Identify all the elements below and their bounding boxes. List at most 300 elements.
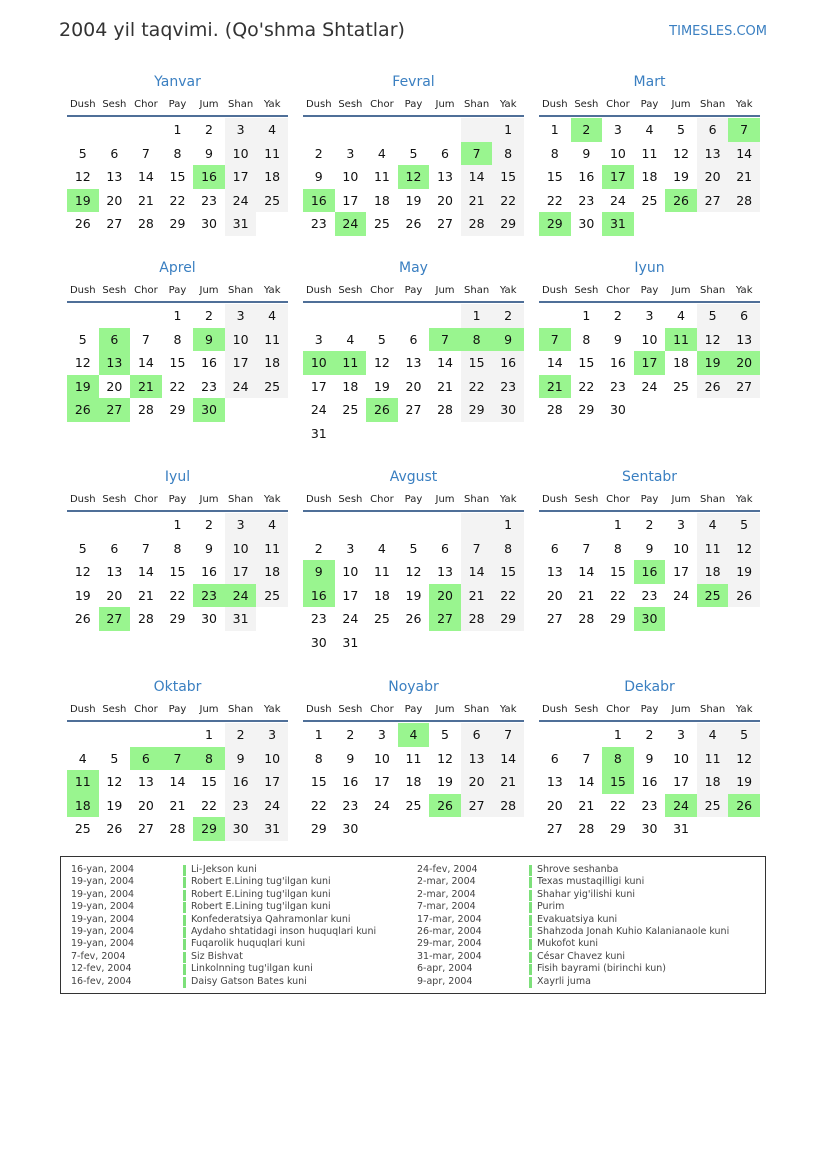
empty-cell [697,212,729,236]
weekday-label: Dush [305,99,332,110]
day-cell: 18 [256,351,288,375]
day-cell: 25 [256,584,288,608]
month-name: Dekabr [624,679,675,695]
day-cell: 2 [571,118,603,142]
day-cell: 17 [225,560,257,584]
day-cell: 12 [728,747,760,771]
day-cell: 13 [437,564,453,580]
weekday-label: Shan [464,285,490,296]
day-cell: 28 [137,402,154,418]
holiday-date: 19-yan, 2004 [71,888,135,900]
day-cell: 13 [106,169,123,185]
weekday-label: Shan [228,99,254,110]
day-cell: 2 [225,723,257,747]
day-grid [303,303,524,446]
day-cell: 16 [201,564,217,580]
day-cell: 28 [461,607,493,631]
day-cell: 6 [99,328,131,352]
weekday-label: Shan [700,99,726,110]
empty-cell [728,398,760,422]
month-calendar [67,466,288,631]
weekday-label: Pay [404,285,423,296]
day-cell: 20 [405,378,422,394]
month-name: Fevral [392,74,435,90]
day-cell: 12 [398,165,430,189]
brand-logo-link[interactable]: TIMESLES.COM [669,24,767,39]
weekday-label: Jum [671,99,691,110]
day-cell: 22 [201,797,217,813]
day-cell: 21 [137,192,154,208]
weekday-label: Shan [228,494,254,505]
day-grid [67,303,288,422]
day-cell: 5 [377,331,386,347]
day-cell: 3 [346,540,355,556]
empty-cell [162,723,194,747]
day-cell: 8 [173,540,182,556]
weekday-label: Sesh [338,285,363,296]
day-cell: 3 [645,308,654,323]
empty-cell [99,304,131,328]
day-cell: 11 [665,328,697,352]
day-cell: 19 [697,351,729,375]
empty-cell [634,398,666,422]
empty-cell [67,304,99,328]
weekday-header [303,488,524,512]
holiday-date: 31-mar, 2004 [417,950,482,962]
day-cell: 26 [728,794,760,818]
empty-cell [130,723,162,747]
holiday-name: Aydaho shtatidagi inson huquqlari kuni [191,925,377,937]
day-cell: 30 [492,398,524,422]
day-cell: 16 [303,584,335,608]
day-cell: 17 [602,165,634,189]
day-cell: 20 [697,165,729,189]
day-cell: 10 [342,564,359,580]
legend-row [417,963,729,975]
day-cell: 4 [78,750,87,766]
day-cell: 5 [697,304,729,328]
weekday-label: Yak [735,494,753,505]
day-cell: 27 [106,216,123,232]
month-calendar [67,257,288,422]
month-calendar [303,676,524,841]
empty-cell [539,513,571,537]
holiday-marker-icon [529,977,532,988]
day-cell: 18 [256,165,288,189]
weekday-label: Shan [228,704,254,715]
holiday-marker-icon [529,890,532,901]
holiday-marker-icon [183,902,186,913]
day-cell: 14 [546,355,563,371]
holiday-date: 26-mar, 2004 [417,925,482,937]
day-cell: 7 [162,747,194,771]
day-grid [539,117,760,236]
day-cell: 3 [677,727,685,742]
day-cell: 11 [373,564,390,580]
weekday-label: Pay [168,494,187,505]
day-cell: 2 [645,727,654,742]
day-cell: 15 [546,169,563,185]
day-cell: 11 [697,537,729,561]
day-cell: 26 [665,189,697,213]
day-cell: 26 [67,398,99,422]
weekday-header [303,93,524,117]
day-cell: 11 [256,328,288,352]
weekday-label: Chor [370,285,394,296]
day-cell: 15 [492,560,524,584]
weekday-header [539,93,760,117]
day-cell: 18 [373,192,390,208]
day-cell: 30 [193,398,225,422]
day-cell: 3 [225,118,257,142]
empty-cell [335,304,367,328]
legend-row [417,951,729,963]
day-cell: 22 [461,375,493,399]
day-cell: 9 [346,750,355,766]
day-cell: 29 [461,398,493,422]
weekday-header [67,279,288,303]
empty-cell [697,607,729,631]
day-cell: 11 [373,169,390,185]
holiday-marker-icon [183,952,186,963]
day-cell: 21 [492,770,524,794]
day-cell: 20 [137,797,154,813]
weekday-label: Jum [671,494,691,505]
day-cell: 20 [546,797,563,813]
day-cell: 22 [492,584,524,608]
weekday-label: Chor [370,704,394,715]
day-cell: 20 [106,192,123,208]
day-cell: 27 [429,607,461,631]
day-cell: 20 [437,192,453,208]
day-cell: 6 [550,540,559,556]
day-cell: 23 [492,375,524,399]
weekday-label: Shan [700,285,726,296]
day-cell: 13 [546,774,563,790]
day-cell: 4 [398,723,430,747]
holiday-name: Robert E.Lining tug'ilgan kuni [191,876,331,888]
day-cell: 7 [141,540,150,556]
weekday-label: Shan [700,704,726,715]
day-grid [303,512,524,655]
day-cell: 18 [342,378,359,394]
holiday-marker-icon [529,865,532,876]
empty-cell [99,723,131,747]
day-cell: 7 [141,145,150,161]
day-cell: 5 [677,122,685,137]
day-cell: 14 [137,169,154,185]
weekday-label: Yak [499,494,517,505]
day-cell: 11 [641,145,658,161]
empty-cell [335,118,367,142]
day-cell: 29 [169,216,186,232]
weekday-label: Jum [199,99,219,110]
empty-cell [256,398,288,422]
day-cell: 27 [437,216,453,232]
weekday-label: Sesh [102,285,127,296]
weekday-label: Jum [199,704,219,715]
day-cell: 24 [225,189,257,213]
day-cell: 19 [437,774,453,790]
weekday-header [67,93,288,117]
day-cell: 14 [137,564,154,580]
day-cell: 10 [342,169,359,185]
day-cell: 17 [342,587,359,603]
day-cell: 3 [314,331,323,347]
month-name: Oktabr [153,679,202,695]
holiday-date: 2-mar, 2004 [417,876,476,888]
day-grid [539,722,760,841]
day-grid [303,117,524,236]
day-cell: 23 [609,378,626,394]
day-cell: 10 [673,750,689,766]
holiday-name: Shrove seshanba [537,864,619,875]
day-cell: 23 [310,216,327,232]
holiday-name: Robert E.Lining tug'ilgan kuni [191,901,331,913]
day-cell: 16 [634,560,666,584]
day-cell: 1 [550,122,559,137]
day-cell: 21 [578,797,595,813]
day-cell: 23 [641,587,658,603]
day-cell: 13 [437,169,453,185]
day-cell: 24 [225,375,257,399]
day-cell: 22 [169,378,186,394]
day-cell: 30 [225,817,257,841]
day-cell: 19 [728,560,760,584]
empty-cell [697,817,729,841]
day-cell: 29 [310,821,327,837]
day-cell: 7 [582,540,591,556]
day-cell: 15 [310,774,327,790]
day-cell: 21 [137,587,154,603]
day-cell: 18 [67,794,99,818]
day-cell: 9 [645,540,654,556]
legend-row [417,938,729,950]
day-cell: 29 [578,402,595,418]
weekday-label: Chor [370,99,394,110]
empty-cell [366,304,398,328]
day-cell: 25 [697,584,729,608]
month-calendar [303,466,524,655]
empty-cell [492,631,524,655]
day-cell: 25 [74,821,91,837]
empty-cell [697,398,729,422]
weekday-label: Chor [606,494,630,505]
legend-row [71,938,376,950]
day-cell: 4 [697,513,729,537]
holiday-date: 16-yan, 2004 [71,864,135,875]
day-cell: 25 [256,375,288,399]
empty-cell [728,817,760,841]
day-cell: 15 [609,564,626,580]
day-cell: 22 [310,797,327,813]
day-cell: 8 [193,747,225,771]
holiday-date: 6-apr, 2004 [417,963,473,975]
day-cell: 13 [697,142,729,166]
day-cell: 16 [193,165,225,189]
day-cell: 31 [225,212,257,236]
day-cell: 4 [377,145,386,161]
day-cell: 4 [346,331,355,347]
holiday-date: 9-apr, 2004 [417,975,473,987]
day-cell: 20 [546,587,563,603]
day-grid [67,512,288,631]
day-cell: 10 [673,540,689,556]
day-cell: 9 [613,331,622,347]
day-cell: 25 [641,192,658,208]
day-cell: 18 [405,774,422,790]
weekday-label: Sesh [574,99,599,110]
weekday-label: Jum [671,285,691,296]
day-cell: 23 [201,192,217,208]
empty-cell [398,422,430,446]
legend-row [417,976,729,988]
day-cell: 8 [613,540,622,556]
day-cell: 24 [310,402,327,418]
day-cell: 8 [173,145,182,161]
day-cell: 12 [74,355,91,371]
empty-cell [492,422,524,446]
day-cell: 14 [461,560,493,584]
day-cell: 10 [256,747,288,771]
day-grid [303,722,524,841]
day-cell: 9 [205,145,213,161]
day-cell: 1 [582,308,591,323]
weekday-label: Pay [640,285,659,296]
day-cell: 9 [314,169,323,185]
day-cell: 15 [602,770,634,794]
day-cell: 1 [173,122,182,137]
day-cell: 15 [169,169,186,185]
day-cell: 29 [539,212,571,236]
day-cell: 4 [377,540,386,556]
weekday-label: Chor [606,99,630,110]
holiday-name: Linkolnning tug'ilgan kuni [191,963,313,975]
month-calendar [67,71,288,236]
day-cell: 12 [74,564,91,580]
day-cell: 28 [437,402,453,418]
empty-cell [366,422,398,446]
day-cell: 30 [609,402,626,418]
month-name: Iyun [634,260,665,276]
day-cell: 20 [106,378,123,394]
day-cell: 6 [441,145,449,161]
day-cell: 10 [609,145,626,161]
day-cell: 6 [130,747,162,771]
day-cell: 18 [256,560,288,584]
day-cell: 28 [137,216,154,232]
weekday-label: Dush [69,494,96,505]
holiday-date: 19-yan, 2004 [71,913,135,925]
weekday-label: Pay [640,99,659,110]
day-cell: 23 [641,797,658,813]
empty-cell [571,723,603,747]
day-cell: 2 [492,304,524,328]
day-cell: 14 [492,747,524,771]
empty-cell [429,422,461,446]
weekday-label: Dush [541,285,568,296]
empty-cell [429,817,461,841]
day-cell: 17 [673,774,689,790]
month-name: Avgust [389,469,438,485]
holiday-name: Fuqarolik huquqlari kuni [191,938,306,950]
day-cell: 15 [492,165,524,189]
day-cell: 8 [602,747,634,771]
holiday-date: 2-mar, 2004 [417,888,476,900]
day-cell: 13 [405,355,422,371]
day-cell: 5 [110,750,119,766]
day-cell: 19 [67,375,99,399]
day-cell: 9 [582,145,591,161]
day-cell: 5 [728,723,760,747]
day-cell: 29 [609,821,626,837]
weekday-label: Dush [541,99,568,110]
day-cell: 27 [137,821,154,837]
empty-cell [366,631,398,655]
day-cell: 20 [429,584,461,608]
day-cell: 28 [546,402,563,418]
day-cell: 7 [429,328,461,352]
day-cell: 1 [613,517,622,532]
empty-cell [303,118,335,142]
day-cell: 24 [335,212,367,236]
day-cell: 1 [492,513,524,537]
empty-cell [461,513,493,537]
day-cell: 22 [169,192,186,208]
day-cell: 30 [634,607,666,631]
day-cell: 5 [78,145,87,161]
day-cell: 17 [673,564,689,580]
weekday-label: Jum [435,99,455,110]
holiday-name: Purim [537,901,565,913]
month-calendar [539,71,760,236]
weekday-label: Chor [606,285,630,296]
day-cell: 20 [728,351,760,375]
holiday-marker-icon [183,865,186,876]
day-cell: 5 [409,540,418,556]
day-cell: 15 [169,564,186,580]
day-cell: 2 [613,308,622,323]
day-cell: 3 [225,304,257,328]
weekday-label: Yak [735,285,753,296]
weekday-label: Dush [541,704,568,715]
weekday-label: Pay [404,494,423,505]
day-cell: 25 [405,797,422,813]
holiday-date: 7-fev, 2004 [71,950,126,962]
day-cell: 11 [405,750,422,766]
day-cell: 15 [461,351,493,375]
day-cell: 7 [728,118,760,142]
weekday-label: Shan [464,704,490,715]
day-cell: 17 [342,192,359,208]
empty-cell [461,118,493,142]
holiday-date: 29-mar, 2004 [417,938,482,950]
day-cell: 12 [673,145,689,161]
weekday-label: Shan [464,99,490,110]
day-cell: 31 [256,817,288,841]
holiday-date: 7-mar, 2004 [417,901,476,913]
day-cell: 3 [377,727,386,742]
weekday-label: Sesh [574,494,599,505]
holiday-date: 19-yan, 2004 [71,901,135,913]
legend-row [417,876,729,888]
weekday-header [539,698,760,722]
day-cell: 18 [641,169,658,185]
day-cell: 9 [205,540,213,556]
day-cell: 26 [429,794,461,818]
day-cell: 30 [641,821,658,837]
day-cell: 21 [728,165,760,189]
